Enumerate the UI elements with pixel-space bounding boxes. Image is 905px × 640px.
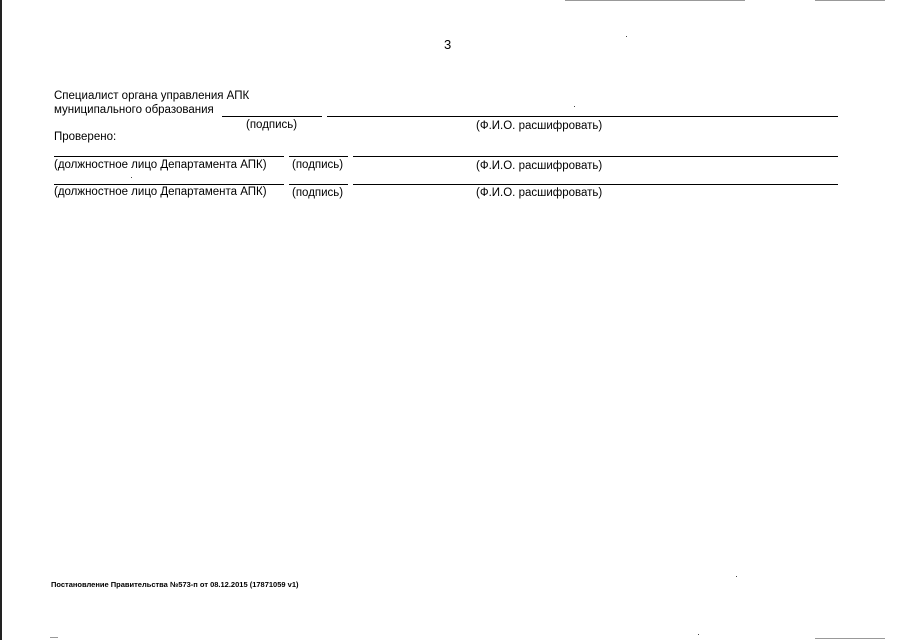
scan-speck xyxy=(736,576,737,577)
footer-document-reference: Постановление Правительства №573-п от 08.12.2015 (17871059 v1) xyxy=(51,580,299,589)
official-row-1-signature-label: (подпись) xyxy=(292,159,344,171)
specialist-title-line1: Специалист органа управления АПК xyxy=(54,90,250,102)
scan-edge-left xyxy=(0,0,2,640)
official-row-2-signature-label: (подпись) xyxy=(292,187,344,199)
official-row-1-position-line xyxy=(54,156,284,157)
specialist-fio-label: (Ф.И.О. расшифровать) xyxy=(476,120,603,132)
checked-label: Проверено: xyxy=(54,131,117,143)
scan-speck xyxy=(626,36,627,37)
specialist-title-line2: муниципального образования xyxy=(54,104,214,116)
scan-edge-bottom-right xyxy=(815,638,885,639)
official-row-2-position-label: (должностное лицо Департамента АПК) xyxy=(54,186,267,198)
official-row-1-fio-line xyxy=(353,156,838,157)
scan-speck xyxy=(698,634,699,635)
scan-edge-bottom-left xyxy=(50,637,58,638)
specialist-fio-line xyxy=(327,116,838,117)
official-row-1-position-label: (должностное лицо Департамента АПК) xyxy=(54,159,267,171)
official-row-1-signature-line xyxy=(289,156,348,157)
page-number: 3 xyxy=(444,37,452,52)
scan-speck xyxy=(131,177,132,178)
specialist-signature-line xyxy=(222,116,322,117)
official-row-2-position-line xyxy=(54,184,284,185)
official-row-2-fio-line xyxy=(353,184,838,185)
official-row-1-fio-label: (Ф.И.О. расшифровать) xyxy=(476,160,603,172)
official-row-2-fio-label: (Ф.И.О. расшифровать) xyxy=(476,187,603,199)
scan-edge-top-right xyxy=(565,0,745,1)
specialist-signature-label: (подпись) xyxy=(246,119,298,131)
official-row-2-signature-line xyxy=(289,184,348,185)
scan-speck xyxy=(574,106,575,107)
scan-edge-top-right-2 xyxy=(815,0,885,1)
